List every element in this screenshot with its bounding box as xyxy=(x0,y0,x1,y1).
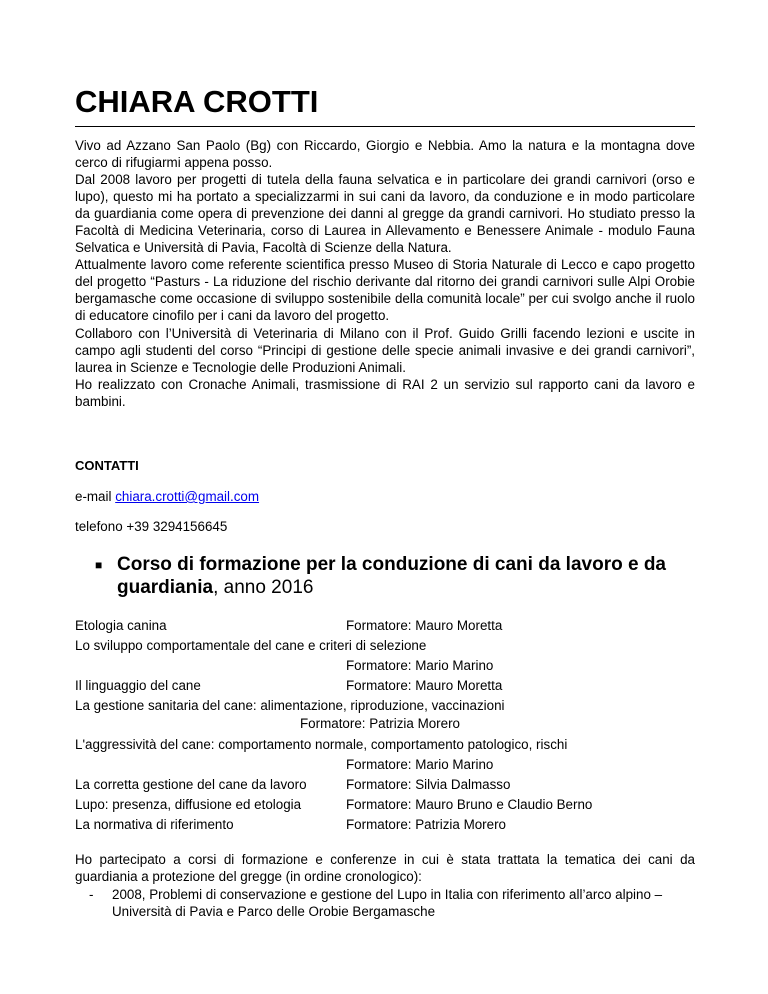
bio-paragraph: Dal 2008 lavoro per progetti di tutela della fauna selvatica e in particolare dei grandi carnivori (orso e lupo), questo mi ha portato a specializzarmi in sui cani da lavoro, da conduzione e in modo particolare da guardiania come opera di prevenzione dei danni al gregge da grandi carnivori. Ho studiato presso la Facoltà di Medicina Veterinaria, corso di Laurea in Allevamento e Benessere Animale - modulo Fauna Selvatica e Università di Pavia, Facoltà di Scienze della Natura. xyxy=(75,172,695,256)
module-topic: Lupo: presenza, diffusione ed etologia xyxy=(75,797,302,812)
phone-number: +39 3294156645 xyxy=(126,519,228,534)
conferences-intro: Ho partecipato a corsi di formazione e conferenze in cui è stata trattata la tematica dei cani da guardiania a protezione del gregge (in ordine cronologico): xyxy=(75,852,695,885)
course-title: Corso di formazione per la conduzione di cani da lavoro e da guardiania xyxy=(117,554,666,598)
course-year: , anno 2016 xyxy=(213,577,314,598)
module-trainer: Formatore: Patrizia Morero xyxy=(300,716,460,731)
module-topic: Etologia canina xyxy=(75,618,167,633)
page-title: CHIARA CROTTI xyxy=(75,84,319,119)
course-heading xyxy=(95,553,695,599)
phone-label: telefono xyxy=(75,519,123,534)
title-divider xyxy=(75,126,695,127)
module-topic: La gestione sanitaria del cane: alimentazione, riproduzione, vaccinazioni xyxy=(75,698,505,713)
dash-bullet-icon: - xyxy=(89,887,94,902)
conference-text: 2008, Problemi di conservazione e gestione del Lupo in Italia con riferimento all’arco alpino – Università di Pavia e Parco delle Orobie Bergamasche xyxy=(112,887,663,920)
module-topic: L'aggressività del cane: comportamento normale, comportamento patologico, rischi xyxy=(75,737,568,752)
bio-paragraph: Collaboro con l’Università di Veterinaria di Milano con il Prof. Guido Grilli facendo lezioni e uscite in campo agli studenti del corso “Principi di gestione delle specie animali invasive e dei grandi carnivori”, laurea in Scienze e Tecnologie delle Produzioni Animali. xyxy=(75,325,695,375)
conference-item xyxy=(89,886,695,920)
module-trainer: Formatore: Patrizia Morero xyxy=(346,817,506,832)
bio-paragraph: Ho realizzato con Cronache Animali, trasmissione di RAI 2 un servizio sul rapporto cani da lavoro e bambini. xyxy=(75,376,695,409)
module-trainer: Formatore: Mario Marino xyxy=(346,658,494,673)
module-trainer: Formatore: Silvia Dalmasso xyxy=(346,777,511,792)
email-label: e-mail xyxy=(75,489,112,504)
module-trainer: Formatore: Mauro Moretta xyxy=(346,678,503,693)
bio-section xyxy=(75,137,695,410)
module-trainer: Formatore: Mario Marino xyxy=(346,757,494,772)
bio-paragraph: Attualmente lavoro come referente scientifica presso Museo di Storia Naturale di Lecco e capo progetto del progetto “Pasturs - La riduzione del rischio derivante dal ritorno dei grandi carnivori sulle Alpi Orobie bergamasche come occasione di sviluppo sostenibile della comunità locale” per cui svolgo anche il ruolo di educatore cinofilo per i cani da lavoro del progetto. xyxy=(75,257,695,324)
bio-paragraph: Vivo ad Azzano San Paolo (Bg) con Riccardo, Giorgio e Nebbia. Amo la natura e la montagna dove cerco di rifugiarmi appena posso. xyxy=(75,138,695,171)
module-trainer: Formatore: Mauro Moretta xyxy=(346,618,503,633)
module-trainer: Formatore: Mauro Bruno e Claudio Berno xyxy=(346,797,593,812)
module-topic: La normativa di riferimento xyxy=(75,817,234,832)
phone-line xyxy=(75,519,227,534)
email-link[interactable]: chiara.crotti@gmail.com xyxy=(115,489,260,504)
module-topic: Il linguaggio del cane xyxy=(75,678,201,693)
square-bullet-icon: ■ xyxy=(95,558,103,572)
module-topic: La corretta gestione del cane da lavoro xyxy=(75,777,307,792)
contacts-heading: CONTATTI xyxy=(75,458,139,473)
email-line xyxy=(75,489,259,504)
module-topic: Lo sviluppo comportamentale del cane e criteri di selezione xyxy=(75,638,427,653)
